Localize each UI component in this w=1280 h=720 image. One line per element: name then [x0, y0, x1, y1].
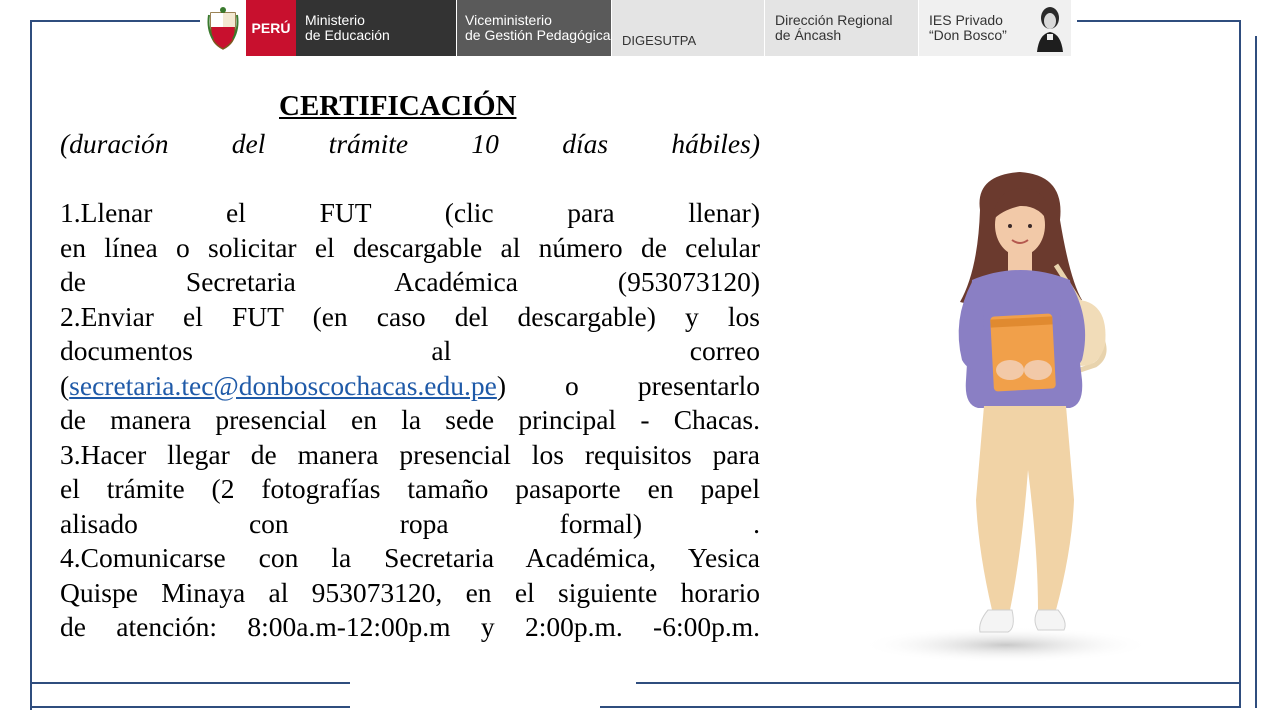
peru-label: PERÚ	[246, 0, 296, 56]
step2-line3-rest: ) o presentarlo	[496, 369, 760, 401]
paren-open: (	[60, 369, 70, 401]
vice-line1: Viceministerio	[465, 12, 552, 28]
frame-top-line	[30, 20, 200, 22]
header-banner	[200, 0, 1071, 56]
ministerio-educacion-label	[296, 0, 456, 56]
ies-don-bosco-label	[919, 0, 1071, 56]
ies-line2: “Don Bosco”	[929, 27, 1007, 43]
page-title: CERTIFICACIÓN	[279, 90, 517, 122]
step1-line2: en línea o solicitar el descargable al número de celular	[60, 231, 760, 263]
frame-right-line	[1239, 20, 1241, 708]
step3-line3: alisado con ropa formal) .	[60, 507, 760, 539]
frame-bottom-left-line	[30, 706, 350, 708]
dre-line2: de Áncash	[775, 27, 842, 43]
viceministerio-label	[457, 0, 611, 56]
step3-line1: 3.Hacer llegar de manera presencial los requisitos para	[60, 438, 760, 470]
step1-line1: 1.Llenar el FUT (clic para llenar)	[60, 197, 760, 228]
frame-bottom-line-2	[30, 682, 350, 684]
step2-line3	[60, 369, 760, 404]
step1-line3: de Secretaria Académica (953073120)	[60, 266, 760, 297]
instructions-text	[60, 127, 760, 645]
ies-line1: IES Privado	[929, 12, 1003, 28]
step2-line2: documentos al correo	[60, 335, 760, 366]
step3-line2: el trámite (2 fotografías tamaño pasaporte en papel	[60, 473, 760, 504]
ministerio-line1: Ministerio	[305, 12, 365, 28]
frame-bottom-line-3	[600, 706, 1239, 708]
email-link[interactable]: secretaria.tec@donboscochacas.edu.pe	[69, 369, 497, 401]
step4-line1: 4.Comunicarse con la Secretaria Académica, Yesica	[60, 542, 760, 573]
don-bosco-portrait-icon	[1035, 4, 1065, 52]
frame-inner-right-line	[1255, 36, 1257, 708]
step4-line3: de atención: 8:00a.m-12:00p.m y 2:00p.m. -6:00p.m.	[60, 611, 760, 642]
frame-bottom-right-line	[636, 682, 1239, 684]
spacer	[60, 162, 760, 197]
direccion-regional-label	[765, 0, 918, 56]
step2-line1: 2.Enviar el FUT (en caso del descargable) y los	[60, 300, 760, 332]
ministerio-line2: de Educación	[305, 27, 390, 43]
digesutpa-label: DIGESUTPA	[612, 0, 764, 56]
frame-top-right-line	[1077, 20, 1239, 22]
vice-line2: de Gestión Pedagógica	[465, 27, 611, 43]
dre-line1: Dirección Regional	[775, 12, 893, 28]
subtitle-duration: (duración del trámite 10 días hábiles)	[60, 128, 760, 159]
student-woman-illustration-icon	[860, 170, 1152, 665]
step2-line4: de manera presencial en la sede principal - Chacas.	[60, 404, 760, 435]
step4-line2: Quispe Minaya al 953073120, en el siguiente horario	[60, 576, 760, 608]
peru-coat-of-arms-icon	[200, 0, 246, 56]
frame-left-line	[30, 20, 32, 710]
